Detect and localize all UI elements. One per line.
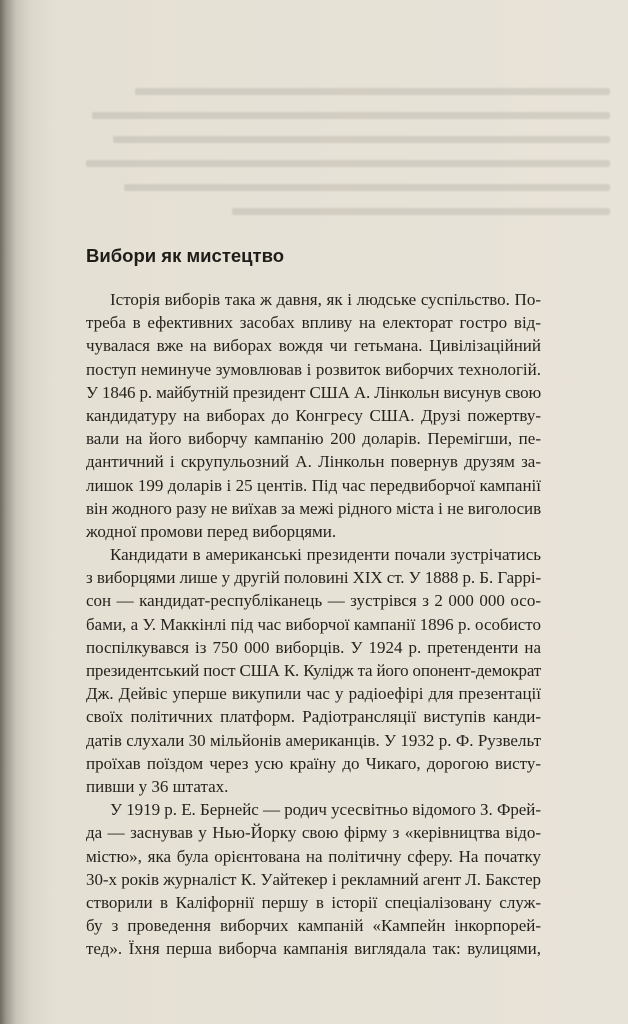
text-line: треба в ефективних засобах впливу на електорат гостро від- bbox=[86, 313, 541, 333]
body-text bbox=[86, 288, 541, 960]
paragraph bbox=[86, 288, 541, 543]
text-block bbox=[86, 238, 541, 960]
text-line: Історія виборів така ж давня, як і людське суспільство. По- bbox=[110, 290, 541, 309]
text-line: він жодного разу не виїхав за межі рідного міста і не виголосив bbox=[86, 498, 541, 518]
text-line: вали на його виборчу кампанію 200 доларів. Перемігши, пе- bbox=[86, 429, 541, 449]
text-line: з виборцями лише у другій половині XIX ст. У 1888 р. Б. Гаррі- bbox=[86, 568, 541, 588]
text-line: датів слухали 30 мільйонів американців. У 1932 р. Ф. Рузвельт bbox=[86, 730, 541, 750]
text-line: Дж. Дейвіс уперше викупили час у радіоефірі для презентації bbox=[86, 684, 541, 704]
text-line: пивши у 36 штатах. bbox=[86, 776, 229, 796]
text-line: бами, а У. Маккінлі під час виборчої кампанії 1896 р. особисто bbox=[86, 614, 541, 634]
text-line: тед». Їхня перша виборча кампанія виглядала так: вулицями, bbox=[86, 939, 541, 959]
text-line: сон — кандидат-республіканець — зустрівся з 2 000 000 осо- bbox=[86, 591, 541, 611]
text-line: лишок 199 доларів і 25 центів. Під час передвиборчої кампанії bbox=[86, 475, 541, 495]
show-through-text bbox=[70, 88, 610, 238]
text-line: чувалася вже на виборах вождя чи гетьмана. Цивілізаційний bbox=[86, 336, 541, 356]
text-line: президентський пост США К. Кулідж та його опонент-демократ bbox=[86, 661, 541, 680]
text-line: да — заснував у Нью-Йорку свою фірму з «керівництва відо- bbox=[86, 823, 541, 843]
text-line: бу з проведення виборчих кампаній «Кампейн інкорпорей- bbox=[86, 916, 541, 936]
section-heading: Вибори як мистецтво bbox=[86, 245, 285, 266]
text-line: поступ неминуче зумовлював і розвиток виборчих технологій. bbox=[86, 359, 541, 379]
text-line: жодної промови перед виборцями. bbox=[86, 521, 337, 541]
paragraph bbox=[86, 543, 541, 798]
text-line: проїхав поїздом через усю країну до Чикаго, дорогою висту- bbox=[86, 753, 541, 773]
text-line: своїх політичних платформ. Радіотрансляції виступів канди- bbox=[86, 707, 541, 727]
text-line: поспілкувався із 750 000 виборців. У 1924 р. претенденти на bbox=[86, 637, 541, 657]
paragraph bbox=[86, 798, 541, 960]
text-line: кандидатуру на виборах до Конгресу США. Друзі пожертву- bbox=[86, 405, 541, 425]
text-line: Кандидати в американські президенти почали зустрічатись bbox=[110, 545, 541, 565]
text-line: У 1919 р. Е. Бернейс — родич усесвітньо відомого З. Фрей- bbox=[110, 800, 541, 820]
text-line: 30-х років журналіст К. Уайтекер і рекламний агент Л. Бакстер bbox=[86, 869, 541, 889]
text-line: створили в Каліфорнії першу в історії спеціалізовану служ- bbox=[86, 892, 541, 912]
text-line: містю», яка була орієнтована на політичну сферу. На початку bbox=[86, 846, 541, 866]
text-line: У 1846 р. майбутній президент США А. Лінкольн висунув свою bbox=[86, 382, 541, 402]
text-line: дантичний і скрупульозний А. Лінкольн повернув друзям за- bbox=[86, 452, 541, 472]
